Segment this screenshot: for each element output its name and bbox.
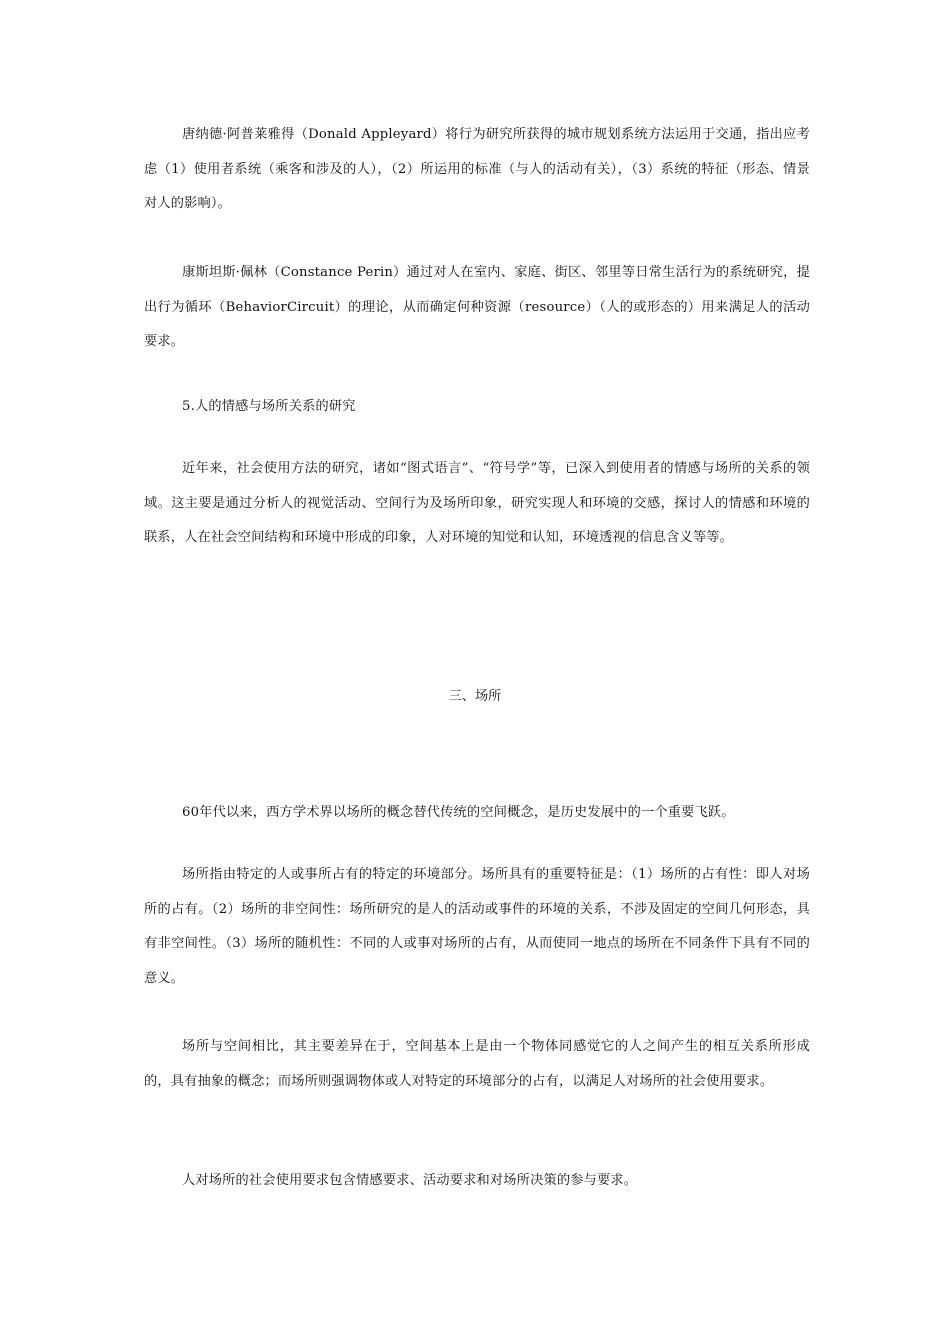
- section-title: 三、场所: [448, 689, 502, 704]
- paragraph-recent-research: 近年来，社会使用方法的研究，诸如“图式语言”、“符号学”等，已深入到使用者的情感与场所的关系的领域。这主要是通过分析人的视觉活动、空间行为及场所印象，研究实现人和环境的交感，探讨人的情感和环境的联系，人在社会空间结构和环境中形成的印象，人对环境的知觉和认知，环境透视的信息含义等等。: [144, 461, 810, 546]
- paragraph-appleyard: 唐纳德·阿普莱雅得（Donald Appleyard）将行为研究所获得的城市规划系统方法运用于交通，指出应考虑（1）使用者系统（乘客和涉及的人），（2）所运用的标准（与人的活动有关），（3）系统的特征（形态、情景对人的影响）。: [144, 127, 810, 212]
- subheading-emotion-place: 5.人的情感与场所关系的研究: [182, 399, 356, 414]
- paragraph-place-definition: 场所指由特定的人或事所占有的特定的环境部分。场所具有的重要特征是：（1）场所的占有性：即人对场所的占有。（2）场所的非空间性：场所研究的是人的活动或事件的环境的关系，不涉及固定的空间几何形态，具有非空间性。（3）场所的随机性：不同的人或事对场所的占有，从而使同一地点的场所在不同条件下具有不同的意义。: [144, 867, 810, 987]
- paragraph-place-vs-space: 场所与空间相比，其主要差异在于，空间基本上是由一个物体同感觉它的人之间产生的相互关系所形成的，具有抽象的概念；而场所则强调物体或人对特定的环境部分的占有，以满足人对场所的社会使用要求。: [144, 1039, 810, 1089]
- paragraph-social-use: 人对场所的社会使用要求包含情感要求、活动要求和对场所决策的参与要求。: [182, 1173, 638, 1188]
- paragraph-perin: 康斯坦斯·佩林（Constance Perin）通过对人在室内、家庭、街区、邻里等日常生活行为的系统研究，提出行为循环（BehaviorCircuit）的理论，从而确定何种资源（resource）（人的或形态的）用来满足人的活动要求。: [144, 265, 810, 350]
- paragraph-60s: 60年代以来，西方学术界以场所的概念替代传统的空间概念，是历史发展中的一个重要飞跃。: [182, 805, 735, 820]
